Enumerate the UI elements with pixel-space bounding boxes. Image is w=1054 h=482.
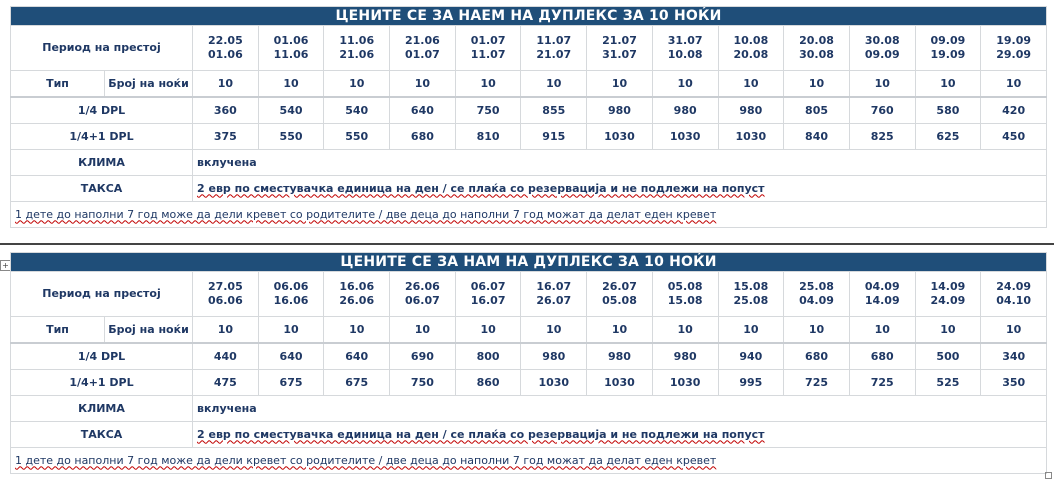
table1-grid <box>10 6 1047 228</box>
price-cell: 825 <box>849 124 915 150</box>
period-to: 15.08 <box>667 294 703 307</box>
period-to: 01.07 <box>405 48 440 61</box>
price-cell: 540 <box>258 97 324 124</box>
price-cell: 995 <box>718 370 784 396</box>
period-to: 30.08 <box>799 48 834 61</box>
price-cell: 690 <box>390 343 456 370</box>
period-to: 06.06 <box>207 294 243 307</box>
nights-cell: 10 <box>915 71 981 98</box>
price-cell: 640 <box>390 97 456 124</box>
tax-value-text: 2 eвр по сместувачка единица на ден / се плаќа со резервација и не подлежи на попуст <box>197 427 765 441</box>
children-note <box>11 202 1047 228</box>
period-from: 11.07 <box>536 34 572 47</box>
price-cell: 340 <box>981 343 1047 370</box>
price-cell: 475 <box>193 370 259 396</box>
period-cell <box>718 272 784 317</box>
nights-cell: 10 <box>521 317 587 344</box>
room-type-label: 1/4+1 DPL <box>11 370 193 396</box>
period-to: 24.09 <box>930 294 966 307</box>
price-cell: 450 <box>981 124 1047 150</box>
period-cell <box>193 272 259 317</box>
nights-cell: 10 <box>587 317 653 344</box>
period-cell <box>981 272 1047 317</box>
table2-grid <box>10 252 1047 474</box>
children-note <box>11 448 1047 474</box>
type-label: Тип <box>11 71 105 98</box>
price-cell: 805 <box>784 97 850 124</box>
period-cell <box>981 26 1047 71</box>
period-from: 30.08 <box>864 34 900 47</box>
period-to: 26.07 <box>536 294 572 307</box>
price-table-1 <box>10 6 1046 228</box>
nights-cell: 10 <box>521 71 587 98</box>
period-from: 21.07 <box>602 34 637 47</box>
price-cell: 980 <box>652 343 718 370</box>
price-cell: 625 <box>915 124 981 150</box>
period-cell <box>915 26 981 71</box>
period-cell <box>455 272 521 317</box>
price-cell: 860 <box>455 370 521 396</box>
period-cell <box>324 272 390 317</box>
period-cell <box>324 26 390 71</box>
clima-label: КЛИМА <box>11 396 193 422</box>
price-cell: 1030 <box>587 370 653 396</box>
period-to: 11.06 <box>273 48 309 61</box>
price-cell: 1030 <box>718 124 784 150</box>
price-cell: 980 <box>587 343 653 370</box>
period-cell <box>849 272 915 317</box>
price-cell: 500 <box>915 343 981 370</box>
period-cell <box>193 26 259 71</box>
period-cell <box>849 26 915 71</box>
period-from: 15.08 <box>733 280 769 293</box>
price-cell: 440 <box>193 343 259 370</box>
period-from: 25.08 <box>799 280 834 293</box>
price-cell: 1030 <box>587 124 653 150</box>
period-cell <box>521 26 587 71</box>
nights-cell: 10 <box>718 71 784 98</box>
table-move-handle-icon[interactable]: + <box>0 260 11 271</box>
price-cell: 855 <box>521 97 587 124</box>
tax-value <box>193 422 1047 448</box>
period-to: 06.07 <box>405 294 440 307</box>
period-from: 10.08 <box>733 34 769 47</box>
nights-cell: 10 <box>981 317 1047 344</box>
nights-cell: 10 <box>455 71 521 98</box>
period-to: 14.09 <box>864 294 900 307</box>
section-divider <box>0 243 1054 245</box>
price-table-2 <box>10 252 1046 474</box>
period-from: 19.09 <box>996 34 1032 47</box>
price-cell: 800 <box>455 343 521 370</box>
nights-cell: 10 <box>784 317 850 344</box>
period-to: 21.07 <box>536 48 572 61</box>
period-from: 04.09 <box>864 280 900 293</box>
period-cell <box>784 26 850 71</box>
period-to: 01.06 <box>207 48 243 61</box>
period-from: 01.07 <box>470 34 506 47</box>
price-cell: 680 <box>784 343 850 370</box>
nights-cell: 10 <box>652 317 718 344</box>
period-to: 05.08 <box>602 294 637 307</box>
tax-value <box>193 176 1047 202</box>
price-cell: 350 <box>981 370 1047 396</box>
price-cell: 1030 <box>652 370 718 396</box>
period-cell <box>390 272 456 317</box>
nights-cell: 10 <box>652 71 718 98</box>
period-from: 26.06 <box>405 280 440 293</box>
period-from: 27.05 <box>207 280 243 293</box>
price-cell: 550 <box>258 124 324 150</box>
period-from: 22.05 <box>207 34 243 47</box>
price-cell: 1030 <box>521 370 587 396</box>
period-from: 21.06 <box>405 34 440 47</box>
tax-label: ТАКСА <box>11 176 193 202</box>
period-cell <box>258 26 324 71</box>
period-to: 04.09 <box>799 294 834 307</box>
room-type-label: 1/4 DPL <box>11 97 193 124</box>
price-cell: 940 <box>718 343 784 370</box>
nights-cell: 10 <box>324 71 390 98</box>
period-cell <box>915 272 981 317</box>
period-label: Период на престој <box>11 272 193 317</box>
tax-label: ТАКСА <box>11 422 193 448</box>
price-cell: 680 <box>390 124 456 150</box>
nights-cell: 10 <box>849 71 915 98</box>
price-cell: 915 <box>521 124 587 150</box>
price-cell: 675 <box>258 370 324 396</box>
nights-cell: 10 <box>193 71 259 98</box>
price-cell: 640 <box>258 343 324 370</box>
price-cell: 980 <box>587 97 653 124</box>
nights-cell: 10 <box>849 317 915 344</box>
nights-cell: 10 <box>390 317 456 344</box>
nights-cell: 10 <box>455 317 521 344</box>
period-to: 16.06 <box>273 294 309 307</box>
price-cell: 810 <box>455 124 521 150</box>
period-from: 06.06 <box>273 280 309 293</box>
price-cell: 420 <box>981 97 1047 124</box>
period-to: 11.07 <box>470 48 506 61</box>
price-cell: 980 <box>652 97 718 124</box>
price-cell: 760 <box>849 97 915 124</box>
price-cell: 525 <box>915 370 981 396</box>
price-cell: 1030 <box>652 124 718 150</box>
price-cell: 375 <box>193 124 259 150</box>
price-cell: 675 <box>324 370 390 396</box>
table-resize-handle-icon[interactable] <box>1045 472 1052 479</box>
period-to: 26.06 <box>339 294 375 307</box>
period-cell <box>521 272 587 317</box>
period-cell <box>455 26 521 71</box>
period-cell <box>587 272 653 317</box>
nights-cell: 10 <box>718 317 784 344</box>
period-from: 09.09 <box>930 34 966 47</box>
period-to: 21.06 <box>339 48 375 61</box>
price-cell: 725 <box>849 370 915 396</box>
nights-label: Број на ноќи <box>105 317 193 344</box>
nights-cell: 10 <box>324 317 390 344</box>
nights-cell: 10 <box>587 71 653 98</box>
period-from: 11.06 <box>339 34 375 47</box>
period-to: 10.08 <box>667 48 703 61</box>
period-to: 16.07 <box>470 294 506 307</box>
period-to: 04.10 <box>996 294 1032 307</box>
room-type-label: 1/4+1 DPL <box>11 124 193 150</box>
period-from: 14.09 <box>930 280 966 293</box>
price-cell: 580 <box>915 97 981 124</box>
clima-value: вклучена <box>193 150 1047 176</box>
price-cell: 725 <box>784 370 850 396</box>
clima-value: вклучена <box>193 396 1047 422</box>
price-cell: 550 <box>324 124 390 150</box>
table-title: ЦЕНИТЕ СЕ ЗА НАМ НА ДУПЛЕКС ЗА 10 НОЌИ <box>11 253 1047 272</box>
period-from: 01.06 <box>273 34 309 47</box>
price-cell: 980 <box>718 97 784 124</box>
price-cell: 640 <box>324 343 390 370</box>
period-from: 31.07 <box>667 34 703 47</box>
price-cell: 840 <box>784 124 850 150</box>
period-from: 26.07 <box>602 280 637 293</box>
period-cell <box>652 26 718 71</box>
room-type-label: 1/4 DPL <box>11 343 193 370</box>
period-label: Период на престој <box>11 26 193 71</box>
period-from: 16.07 <box>536 280 572 293</box>
nights-label: Број на ноќи <box>105 71 193 98</box>
price-cell: 540 <box>324 97 390 124</box>
period-cell <box>258 272 324 317</box>
period-from: 06.07 <box>470 280 506 293</box>
period-to: 09.09 <box>864 48 900 61</box>
tax-value-text: 2 eвр по сместувачка единица на ден / се плаќа со резервација и не подлежи на попуст <box>197 181 765 195</box>
nights-cell: 10 <box>193 317 259 344</box>
period-cell <box>784 272 850 317</box>
period-cell <box>652 272 718 317</box>
children-note-text: 1 дете до наполни 7 год може да дели кревет со родителите / две деца до наполни 7 год можат да делат еден кревет <box>15 207 717 221</box>
period-to: 25.08 <box>733 294 769 307</box>
table-title: ЦЕНИТЕ СЕ ЗА НАЕМ НА ДУПЛЕКС ЗА 10 НОЌИ <box>11 7 1047 26</box>
period-from: 05.08 <box>667 280 703 293</box>
price-cell: 680 <box>849 343 915 370</box>
period-from: 16.06 <box>339 280 375 293</box>
price-cell: 980 <box>521 343 587 370</box>
price-cell: 750 <box>455 97 521 124</box>
period-cell <box>718 26 784 71</box>
period-to: 19.09 <box>930 48 966 61</box>
nights-cell: 10 <box>784 71 850 98</box>
period-from: 24.09 <box>996 280 1032 293</box>
nights-cell: 10 <box>915 317 981 344</box>
period-to: 31.07 <box>602 48 637 61</box>
children-note-text: 1 дете до наполни 7 год може да дели кревет со родителите / две деца до наполни 7 год можат да делат еден кревет <box>15 453 717 467</box>
nights-cell: 10 <box>258 317 324 344</box>
price-cell: 750 <box>390 370 456 396</box>
period-cell <box>390 26 456 71</box>
period-cell <box>587 26 653 71</box>
clima-label: КЛИМА <box>11 150 193 176</box>
type-label: Тип <box>11 317 105 344</box>
nights-cell: 10 <box>981 71 1047 98</box>
period-to: 29.09 <box>996 48 1032 61</box>
nights-cell: 10 <box>258 71 324 98</box>
period-from: 20.08 <box>799 34 834 47</box>
period-to: 20.08 <box>733 48 769 61</box>
nights-cell: 10 <box>390 71 456 98</box>
price-cell: 360 <box>193 97 259 124</box>
